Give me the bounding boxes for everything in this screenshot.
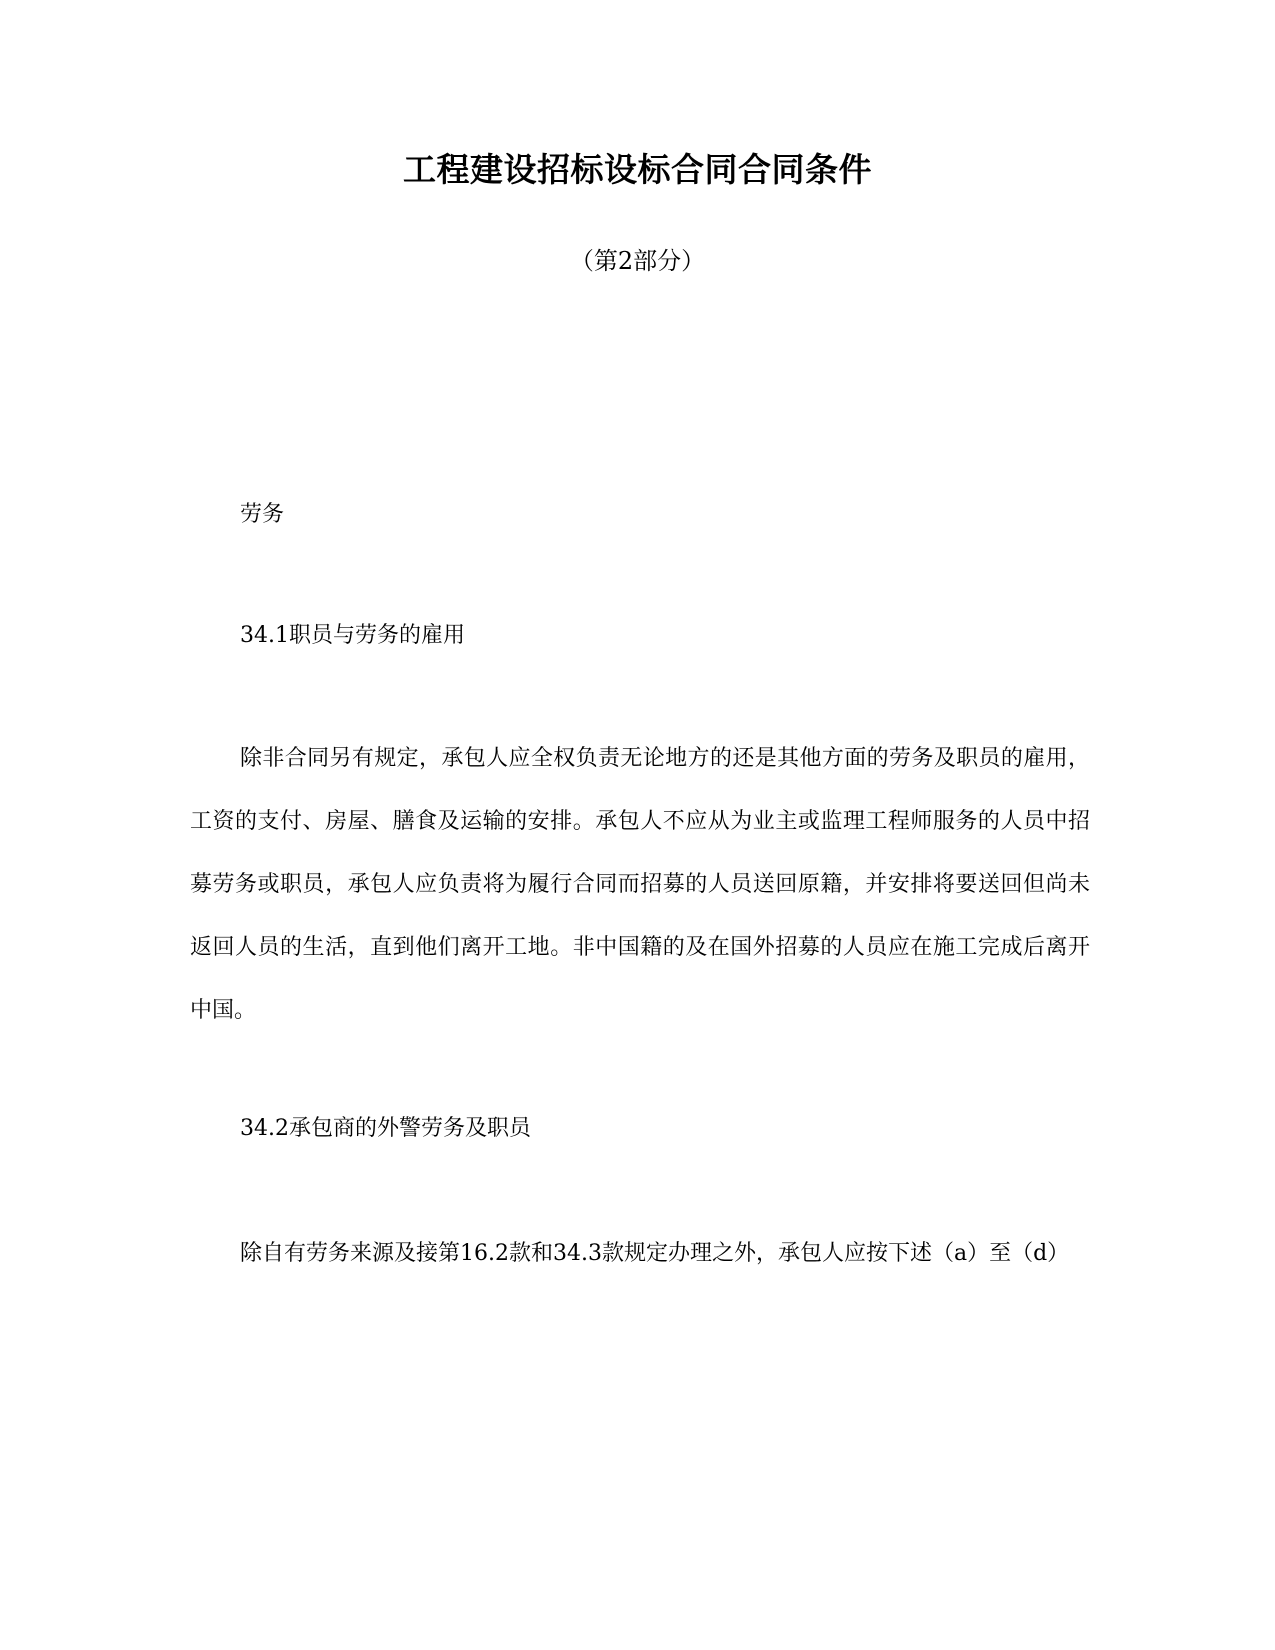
clause-34-1-body: 除非合同另有规定，承包人应全权负责无论地方的还是其他方面的劳务及职员的雇用，工资的支付、房屋、膳食及运输的安排。承包人不应从为业主或监理工程师服务的人员中招募劳务或职员，承包人应负责将为履行合同而招募的人员送回原籍，并安排将要送回但尚未返回人员的生活，直到他们离开工地。非中国籍的及在国外招募的人员应在施工完成后离开中国。 bbox=[190, 746, 1090, 1023]
document-title: 工程建设招标设标合同合同条件 bbox=[403, 150, 872, 189]
clause-34-2-body: 除自有劳务来源及接第16.2款和34.3款规定办理之外，承包人应按下述（a）至（d） bbox=[240, 1241, 1070, 1266]
document-subtitle: （第2部分） bbox=[569, 247, 706, 275]
clause-34-1-heading: 34.1职员与劳务的雇用 bbox=[240, 623, 465, 648]
clause-34-2-heading: 34.2承包商的外警劳务及职员 bbox=[240, 1116, 531, 1141]
section-heading-labor: 劳务 bbox=[240, 502, 285, 527]
